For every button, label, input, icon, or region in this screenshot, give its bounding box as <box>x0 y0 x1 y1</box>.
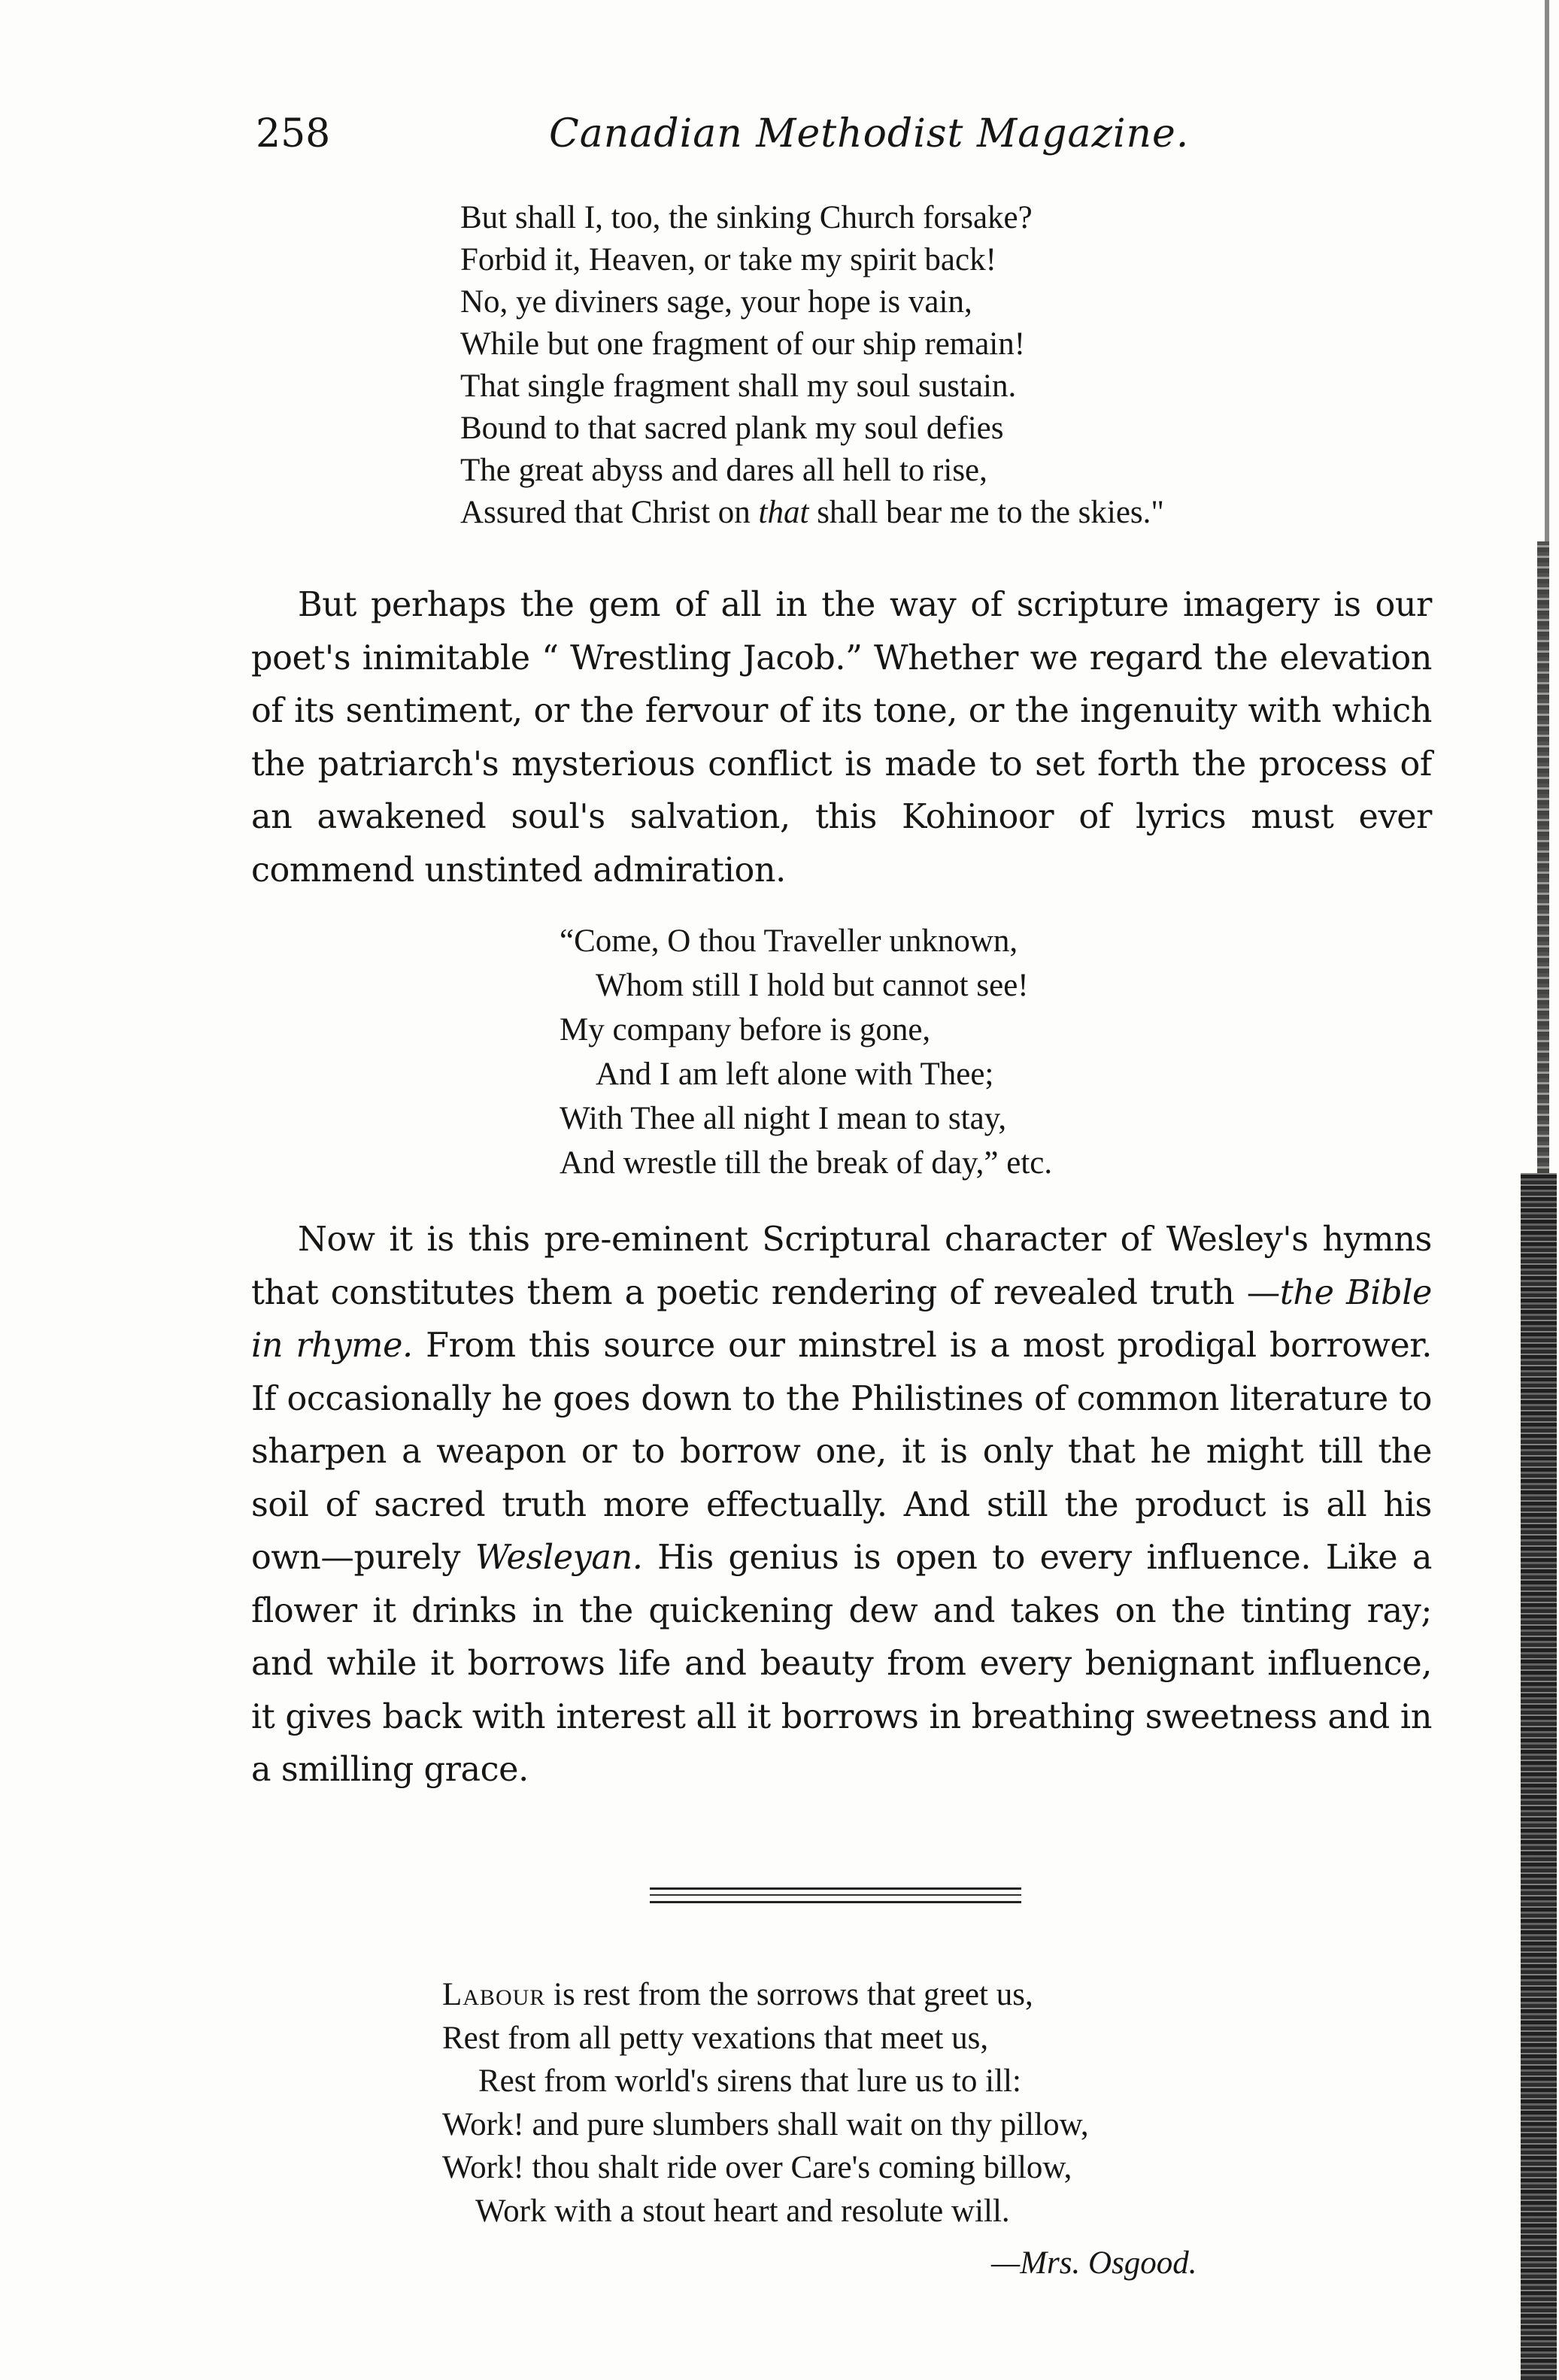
section-divider <box>650 1886 1021 1904</box>
poem-first-word: Labour <box>442 1977 546 2012</box>
edge-shadow <box>1537 541 1549 1173</box>
paragraph-text: His genius is open to every influence. Like a flower it drinks in the quickening dew and takes on the tinting ray; and while it borrows life and beauty from every benignant influence, it gives back with interest all it borrows in breathing sweetness and in a smilling grace. <box>251 1539 1432 1789</box>
poem-text: Assured that Christ on <box>460 495 759 530</box>
emphasis-text: that <box>758 495 809 530</box>
poem-line: Whom still I hold but cannot see! <box>596 968 1029 1003</box>
divider-line <box>650 1887 1021 1890</box>
poem-line: That single fragment shall my soul sustain. <box>460 368 1017 404</box>
poem-line: With Thee all night I mean to stay, <box>560 1101 1007 1136</box>
poem-labour <box>442 1973 1089 2233</box>
poem-line <box>442 1973 1089 2017</box>
poem-quotation-wrestling-jacob <box>560 919 1052 1185</box>
paragraph-text: Now it is this pre-eminent Scriptural character of Wesley's hymns that constitutes them a poetic rendering of revealed truth — <box>251 1220 1432 1312</box>
emphasis-text: Wesleyan. <box>475 1539 643 1577</box>
page-number: 258 <box>256 111 331 156</box>
poem-line: My company before is gone, <box>560 1012 931 1048</box>
poem-line <box>460 492 1164 534</box>
poem-line: No, ye diviners sage, your hope is vain, <box>460 284 972 320</box>
running-head <box>256 104 1429 164</box>
poem-line: Work with a stout heart and resolute will. <box>475 2193 1010 2229</box>
poem-attribution: —Mrs. Osgood. <box>991 2245 1197 2281</box>
poem-quotation-1 <box>460 197 1164 534</box>
poem-text: is rest from the sorrows that greet us, <box>545 1977 1033 2012</box>
page-binding-edge <box>1512 0 1559 2380</box>
poem-line: And I am left alone with Thee; <box>596 1057 994 1092</box>
poem-line: Work! thou shalt ride over Care's coming billow, <box>442 2150 1072 2185</box>
poem-line: Forbid it, Heaven, or take my spirit back! <box>460 242 996 277</box>
divider-line <box>650 1894 1021 1896</box>
poem-line: Bound to that sacred plank my soul defies <box>460 411 1004 446</box>
poem-line: While but one fragment of our ship remain! <box>460 326 1026 362</box>
poem-text: shall bear me to the skies." <box>808 495 1164 530</box>
poem-line: But shall I, too, the sinking Church forsake? <box>460 200 1033 235</box>
poem-line: Work! and pure slumbers shall wait on thy pillow, <box>442 2106 1089 2142</box>
poem-line: The great abyss and dares all hell to rise, <box>460 453 987 488</box>
journal-title: Canadian Methodist Magazine. <box>549 111 1190 156</box>
paragraph-text: From this source our minstrel is a most prodigal borrower. If occasionally he goes down to the Philistines of common literature to sharpen a weapon or to borrow one, it is only that he might till the soil of sacred truth more effectually. And still the product is all his own—purely <box>251 1326 1432 1577</box>
paragraph-wrestling-jacob: But perhaps the gem of all in the way of scripture imagery is our poet's inimitable “ Wrestling Jacob.” Whether we regard the elevation of its sentiment, or the fervour of its tone, or the ingenuity with which the patriarch's mysterious conflict is made to set forth the process of an awakened soul's salvation, this Kohinoor of lyrics must ever commend unstinted admiration. <box>251 586 1432 890</box>
paragraph-bible-in-rhyme <box>251 1214 1432 1797</box>
poem-line: And wrestle till the break of day,” etc. <box>560 1145 1053 1181</box>
emphasis-text: the Bible in rhyme. <box>251 1273 1432 1365</box>
poem-line: Rest from world's sirens that lure us to ill: <box>478 2063 1021 2099</box>
poem-line: Rest from all petty vexations that meet us, <box>442 2020 989 2056</box>
divider-line <box>650 1901 1021 1903</box>
poem-line: “Come, O thou Traveller unknown, <box>560 923 1018 959</box>
edge-shadow <box>1521 1173 1557 2380</box>
edge-shadow <box>1545 0 1549 541</box>
